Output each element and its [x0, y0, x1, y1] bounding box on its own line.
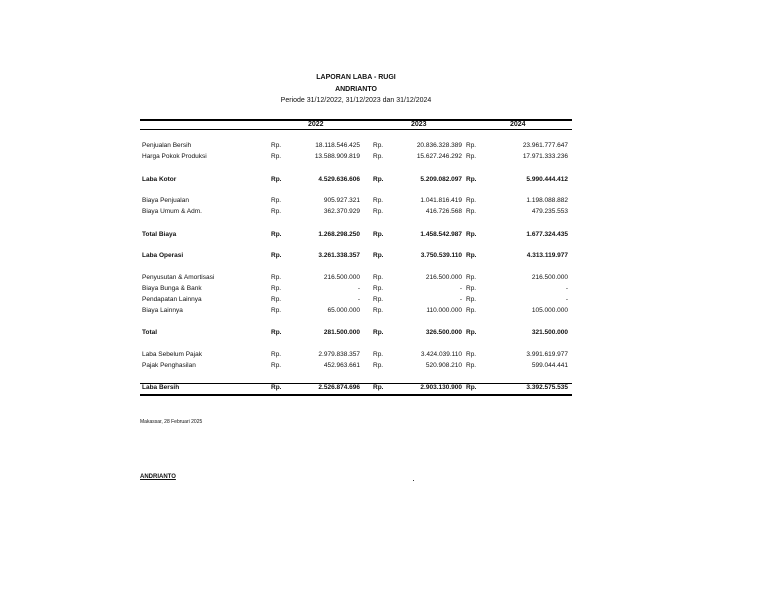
year-header-2023: 2023 [411, 121, 427, 128]
currency-label: Rp. [466, 296, 477, 303]
currency-label: Rp. [466, 384, 477, 391]
year-header-2022: 2022 [308, 121, 324, 128]
value-2022: 4.529.636.606 [318, 176, 360, 183]
currency-label: Rp. [373, 351, 384, 358]
statement-row [140, 230, 572, 240]
value-2022: 1.268.298.250 [318, 231, 360, 238]
year-header-2024: 2024 [510, 121, 526, 128]
value-2022: 3.261.338.357 [318, 252, 360, 259]
currency-label: Rp. [271, 142, 282, 149]
currency-label: Rp. [271, 208, 282, 215]
value-2023: 2.903.130.900 [420, 384, 462, 391]
value-2023: - [459, 285, 462, 292]
currency-label: Rp. [271, 274, 282, 281]
value-2024: 105.000.000 [531, 307, 568, 314]
row-label: Biaya Bunga & Bank [142, 285, 202, 292]
value-2022: 2.979.838.357 [318, 351, 360, 358]
statement-row [140, 350, 572, 360]
currency-label: Rp. [373, 285, 384, 292]
value-2022: 13.588.909.819 [314, 153, 360, 160]
currency-label: Rp. [373, 252, 384, 259]
row-label: Laba Sebelum Pajak [142, 351, 202, 358]
currency-label: Rp. [271, 176, 282, 183]
row-label: Total [142, 329, 158, 336]
currency-label: Rp. [466, 329, 477, 336]
row-label: Total Biaya [142, 231, 177, 238]
value-2024: 3.991.619.977 [526, 351, 568, 358]
currency-label: Rp. [373, 142, 384, 149]
currency-label: Rp. [271, 384, 282, 391]
value-2024: 4.313.119.977 [526, 252, 568, 259]
value-2024: 1.677.324.435 [526, 231, 568, 238]
currency-label: Rp. [373, 296, 384, 303]
value-2022: 18.118.546.425 [315, 142, 360, 149]
net-income-top-rule [140, 383, 572, 384]
currency-label: Rp. [373, 384, 384, 391]
value-2024: 5.990.444.412 [526, 176, 568, 183]
statement-row [140, 306, 572, 316]
value-2024: 1.198.088.882 [526, 197, 568, 204]
row-label: Laba Operasi [142, 252, 184, 259]
statement-row [140, 207, 572, 217]
currency-label: Rp. [373, 153, 384, 160]
statement-row [140, 383, 572, 393]
row-label: Laba Bersih [142, 384, 180, 391]
value-2024: 321.500.000 [531, 329, 568, 336]
currency-label: Rp. [373, 329, 384, 336]
value-2024: 3.392.575.535 [526, 384, 568, 391]
currency-label: Rp. [373, 307, 384, 314]
value-2022: 452.963.661 [323, 362, 360, 369]
row-label: Pajak Penghasilan [142, 362, 196, 369]
stray-mark [413, 480, 414, 481]
value-2024: - [565, 285, 568, 292]
currency-label: Rp. [466, 208, 477, 215]
row-label: Penyusutan & Amortisasi [142, 274, 215, 281]
row-label: Biaya Lainnya [142, 307, 183, 314]
value-2022: 281.500.000 [323, 329, 360, 336]
table-top-rule [140, 119, 572, 121]
value-2024: 17.971.333.236 [522, 153, 568, 160]
currency-label: Rp. [466, 142, 477, 149]
currency-label: Rp. [373, 362, 384, 369]
currency-label: Rp. [271, 252, 282, 259]
value-2024: 216.500.000 [531, 274, 568, 281]
currency-label: Rp. [373, 208, 384, 215]
statement-row [140, 361, 572, 371]
report-title: LAPORAN LABA - RUGI [316, 74, 396, 81]
value-2023: 1.458.542.987 [420, 231, 462, 238]
currency-label: Rp. [466, 231, 477, 238]
currency-label: Rp. [466, 153, 477, 160]
value-2022: 905.927.321 [323, 197, 360, 204]
currency-label: Rp. [271, 153, 282, 160]
value-2023: 520.908.210 [425, 362, 462, 369]
currency-label: Rp. [466, 176, 477, 183]
value-2024: 479.235.553 [531, 208, 568, 215]
currency-label: Rp. [466, 362, 477, 369]
currency-label: Rp. [373, 176, 384, 183]
value-2023: - [459, 296, 462, 303]
value-2022: 2.526.874.696 [318, 384, 360, 391]
currency-label: Rp. [373, 274, 384, 281]
currency-label: Rp. [373, 231, 384, 238]
row-label: Biaya Umum & Adm. [142, 208, 202, 215]
row-label: Laba Kotor [142, 176, 177, 183]
statement-row [140, 273, 572, 283]
value-2023: 3.750.539.110 [420, 252, 462, 259]
value-2024: - [565, 296, 568, 303]
value-2023: 216.500.000 [425, 274, 462, 281]
place-date: Makassar, 28 Februari 2025 [140, 419, 203, 425]
value-2022: 65.000.000 [327, 307, 360, 314]
currency-label: Rp. [271, 231, 282, 238]
currency-label: Rp. [271, 351, 282, 358]
statement-row [140, 175, 572, 185]
statement-row [140, 328, 572, 338]
value-2023: 5.209.082.097 [420, 176, 462, 183]
report-period: Periode 31/12/2022, 31/12/2023 dan 31/12/2024 [280, 97, 432, 104]
header-rule [140, 129, 572, 130]
row-label: Penjualan Bersih [142, 142, 192, 149]
value-2022: - [357, 285, 360, 292]
currency-label: Rp. [271, 296, 282, 303]
value-2022: 216.500.000 [323, 274, 360, 281]
value-2022: - [357, 296, 360, 303]
currency-label: Rp. [271, 285, 282, 292]
value-2023: 20.836.328.389 [416, 142, 462, 149]
currency-label: Rp. [466, 274, 477, 281]
value-2024: 23.961.777.647 [522, 142, 568, 149]
statement-row [140, 196, 572, 206]
currency-label: Rp. [466, 252, 477, 259]
currency-label: Rp. [373, 197, 384, 204]
currency-label: Rp. [466, 351, 477, 358]
currency-label: Rp. [271, 362, 282, 369]
row-label: Harga Pokok Produksi [142, 153, 207, 160]
signatory-name: ANDRIANTO [140, 474, 176, 480]
row-label: Biaya Penjualan [142, 197, 189, 204]
net-income-bottom-rule [140, 394, 572, 396]
value-2023: 416.726.568 [425, 208, 462, 215]
statement-row [140, 295, 572, 305]
currency-label: Rp. [271, 307, 282, 314]
currency-label: Rp. [271, 197, 282, 204]
value-2023: 15.627.246.292 [416, 153, 462, 160]
statement-row [140, 152, 572, 162]
value-2023: 3.424.039.110 [420, 351, 462, 358]
row-label: Pendapatan Lainnya [142, 296, 202, 303]
statement-row [140, 284, 572, 294]
value-2024: 599.044.441 [531, 362, 568, 369]
company-name: ANDRIANTO [335, 86, 377, 93]
value-2023: 110.000.000 [426, 307, 462, 314]
statement-row [140, 141, 572, 151]
currency-label: Rp. [466, 307, 477, 314]
value-2023: 1.041.816.419 [420, 197, 462, 204]
statement-row [140, 251, 572, 261]
currency-label: Rp. [466, 285, 477, 292]
value-2022: 362.370.929 [323, 208, 360, 215]
currency-label: Rp. [466, 197, 477, 204]
value-2023: 326.500.000 [425, 329, 462, 336]
currency-label: Rp. [271, 329, 282, 336]
